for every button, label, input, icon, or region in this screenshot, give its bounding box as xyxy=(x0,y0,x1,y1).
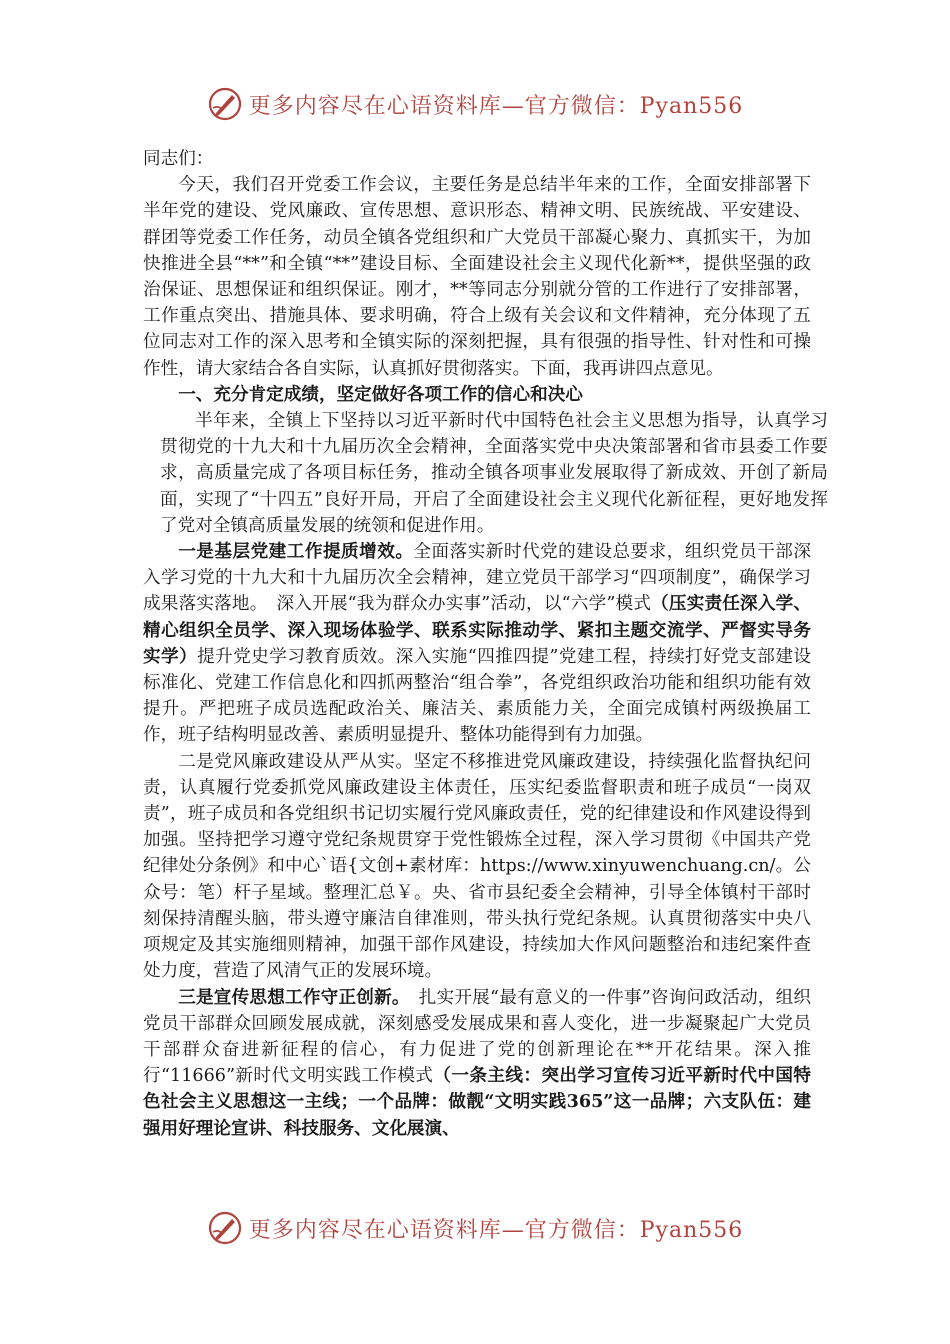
pen-logo-icon xyxy=(207,1210,243,1246)
pen-logo-icon xyxy=(207,86,243,122)
document-body xyxy=(143,146,828,1142)
party-building-text-a: 全面落实新时代党的建设总要求，组织党员干部深入学习党的十九大和十九届历次全会精神，建立党员干部学习“四项制度”，确保学习成果落实落地。 深入开展“我为群众办实事”活动，以“六学”模式 xyxy=(143,542,811,615)
watermark-banner-top xyxy=(0,84,950,124)
intro-paragraph: 今天，我们召开党委工作会议，主要任务是总结半年来的工作，全面安排部署下半年党的建设、党风廉政、宣传思想、意识形态、精神文明、民族统战、平安建设、群团等党委工作任务，动员全镇各党组织和广大党员干部凝心聚力、真抓实干，为加快推进全县“**”和全镇“**”建设目标、全面建设社会主义现代化新**，提供坚强的政治保证、思想保证和组织保证。刚才，**等同志分别就分管的工作进行了安排部署，工作重点突出、措施具体、要求明确，符合上级有关会议和文件精神，充分体现了五位同志对工作的深入思考和全镇实际的深刻把握，具有很强的指导性、针对性和可操作性，请大家结合各自实际，认真抓好贯彻落实。下面，我再讲四点意见。 xyxy=(143,175,811,379)
salutation: 同志们： xyxy=(143,149,214,169)
publicity-paragraph xyxy=(143,985,811,1142)
party-building-lead: 一是基层党建工作提质增效。 xyxy=(178,541,414,563)
publicity-bold: （一条主线：突出学习宣传习近平新时代中国特色社会主义思想这一主线；一个品牌：做靓“文明实践365”这一品牌；六支队伍：建强用好理论宣讲、科技服务、文化展演、 xyxy=(143,1065,811,1139)
watermark-text-top: 更多内容尽在心语资料库—官方微信：Pyan556 xyxy=(248,93,744,119)
watermark-text-bottom: 更多内容尽在心语资料库—官方微信：Pyan556 xyxy=(248,1217,744,1243)
party-building-text-b: 提升党史学习教育质效。深入实施“四推四提”党建工程，持续打好党支部建设标准化、党建工作信息化和四抓两整治“组合拳”，各党组织政治功能和组织功能有效提升。严把班子成员选配政治关、廉洁关、素质能力关，全面完成镇村两级换届工作，班子结构明显改善、素质明显提升、整体功能得到有力加强。 xyxy=(143,646,811,746)
party-building-paragraph xyxy=(143,539,811,749)
publicity-lead: 三是宣传思想工作守正创新。 xyxy=(178,986,401,1008)
section-heading-1: 一、充分肯定成绩，坚定做好各项工作的信心和决心 xyxy=(178,383,583,405)
watermark-banner-bottom xyxy=(0,1208,950,1248)
publicity-text-a: 扎实开展“最有意义的一件事”咨询问政活动，组织党员干部群众回顾发展成就，深刻感受发展成果和喜人变化，进一步凝聚起广大党员干部群众奋进新征程的信心，有力促进了党的创新理论在**开花结果。深入推行“11666”新时代文明实践工作模式 xyxy=(143,987,811,1087)
integrity-paragraph: 二是党风廉政建设从严从实。坚定不移推进党风廉政建设，持续强化监督执纪问责，认真履行党委抓党风廉政建设主体责任，压实纪委监督职责和班子成员“一岗双责”，班子成员和各党组织书记切实履行党风廉政责任，党的纪律建设和作风建设得到加强。坚持把学习遵守党纪条规贯穿于党性锻炼全过程，深入学习贯彻《中国共产党纪律处分条例》和中心`语{文创+素材库：https://www.xinyuwenchuang.cn/。公众号：笔）杆子星域。整理汇总￥。央、省市县纪委全会精神，引导全体镇村干部时刻保持清醒头脑，带头遵守廉洁自律准则，带头执行党纪条规。认真贯彻落实中央八项规定及其实施细则精神，加强干部作风建设，持续加大作风问题整治和违纪案件查处力度，营造了风清气正的发展环境。 xyxy=(143,751,811,982)
party-building-bold: （压实责任深入学、精心组织全员学、深入现场体验学、联系实际推动学、紧扣主题交流学、严督实导务实学） xyxy=(143,593,811,667)
summary-paragraph: 半年来，全镇上下坚持以习近平新时代中国特色社会主义思想为指导，认真学习贯彻党的十九大和十九届历次全会精神，全面落实党中央决策部署和省市县委工作要求，高质量完成了各项目标任务，推动全镇各项事业发展取得了新成效、开创了新局面，实现了“十四五”良好开局，开启了全面建设社会主义现代化新征程，更好地发挥了党对全镇高质量发展的统领和促进作用。 xyxy=(160,411,828,536)
